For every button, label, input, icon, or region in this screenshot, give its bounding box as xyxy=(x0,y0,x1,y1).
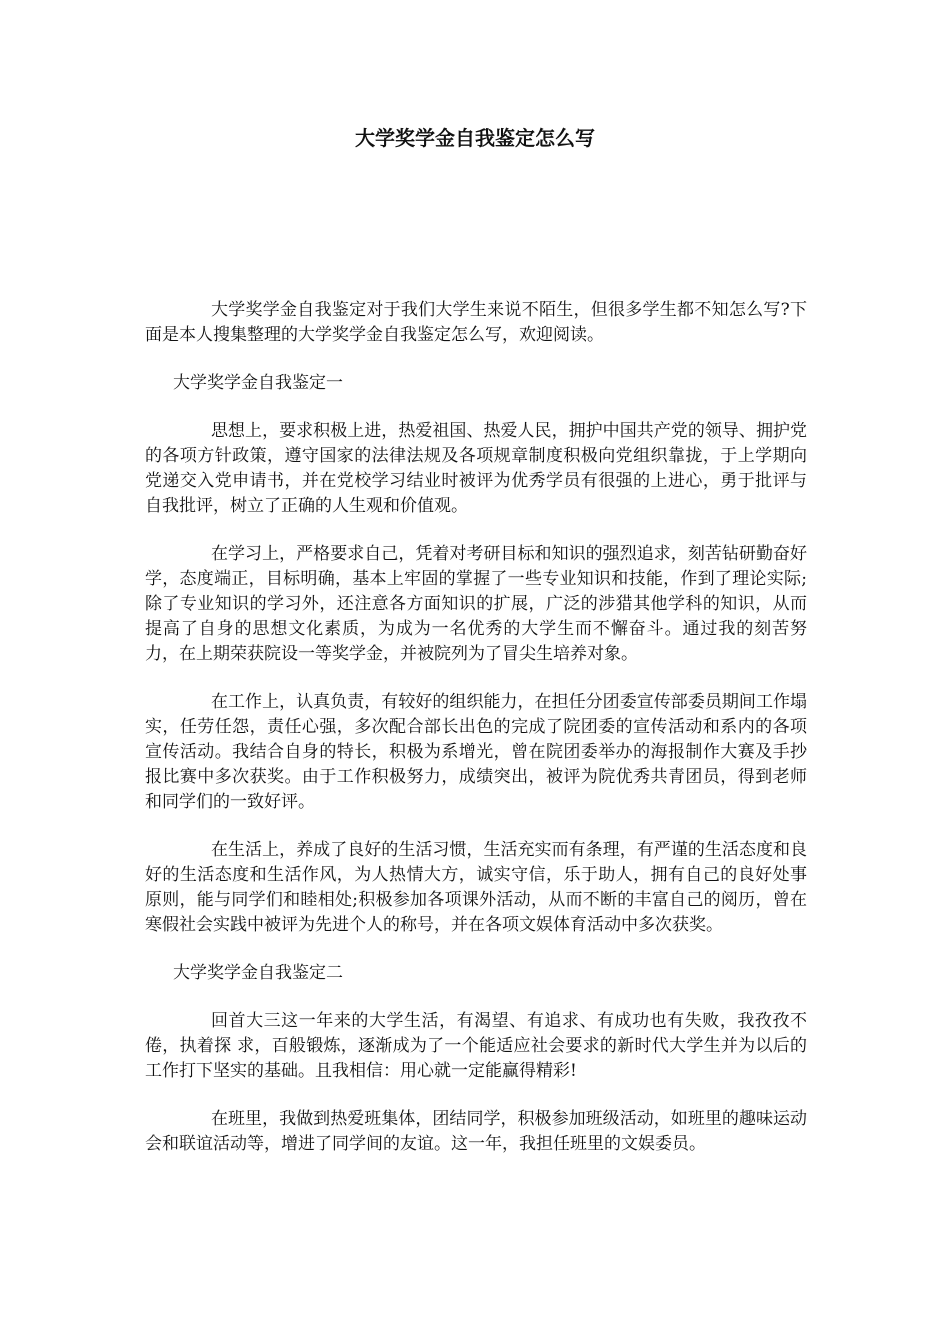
section1-paragraph-3: 在工作上，认真负责，有较好的组织能力，在担任分团委宣传部委员期间工作塌实，任劳任怨，责任心强，多次配合部长出色的完成了院团委的宣传活动和系内的各项宣传活动。我结合自身的特长，积极为系增光，曾在院团委举办的海报制作大赛及手抄报比赛中多次获奖。由于工作积极努力，成绩突出，被评为院优秀共青团员，得到老师和同学们的一致好评。 xyxy=(145,692,807,812)
intro-paragraph: 大学奖学金自我鉴定对于我们大学生来说不陌生，但很多学生都不知怎么写?下面是本人搜集整理的大学奖学金自我鉴定怎么写，欢迎阅读。 xyxy=(145,300,807,345)
section1-paragraph-2: 在学习上，严格要求自己，凭着对考研目标和知识的强烈追求，刻苦钻研勤奋好学，态度端正，目标明确，基本上牢固的掌握了一些专业知识和技能，作到了理论实际;除了专业知识的学习外，还注意各方面知识的扩展，广泛的涉猎其他学科的知识，从而提高了自身的思想文化素质，为成为一名优秀的大学生而不懈奋斗。通过我的刻苦努力，在上期荣获院设一等奖学金，并被院列为了冒尖生培养对象。 xyxy=(145,544,807,664)
section1-paragraph-4: 在生活上，养成了良好的生活习惯，生活充实而有条理，有严谨的生活态度和良好的生活态度和生活作风，为人热情大方，诚实守信，乐于助人，拥有自己的良好处事原则，能与同学们和睦相处;积极参加各项课外活动，从而不断的丰富自己的阅历，曾在寒假社会实践中被评为先进个人的称号，并在各项文娱体育活动中多次获奖。 xyxy=(145,840,807,935)
document-title: 大学奖学金自我鉴定怎么写 xyxy=(355,126,595,150)
section2-paragraph-2: 在班里，我做到热爱班集体，团结同学，积极参加班级活动，如班里的趣味运动会和联谊活动等，增进了同学间的友谊。这一年，我担任班里的文娱委员。 xyxy=(145,1109,807,1154)
section-heading-1: 大学奖学金自我鉴定一 xyxy=(173,373,343,393)
document-body xyxy=(145,298,807,1180)
section2-paragraph-1: 回首大三这一年来的大学生活，有渴望、有追求、有成功也有失败，我孜孜不倦，执着探 求，百般锻炼，逐渐成为了一个能适应社会要求的新时代大学生并为以后的工作打下坚实的基础。且我相信：用心就一定能赢得精彩! xyxy=(145,1011,807,1081)
section-heading-2: 大学奖学金自我鉴定二 xyxy=(173,963,343,983)
section1-paragraph-1: 思想上，要求积极上进，热爱祖国、热爱人民，拥护中国共产党的领导、拥护党的各项方针政策，遵守国家的法律法规及各项规章制度积极向党组织靠拢，于上学期向党递交入党申请书，并在党校学习结业时被评为优秀学员有很强的上进心，勇于批评与自我批评，树立了正确的人生观和价值观。 xyxy=(145,421,807,516)
